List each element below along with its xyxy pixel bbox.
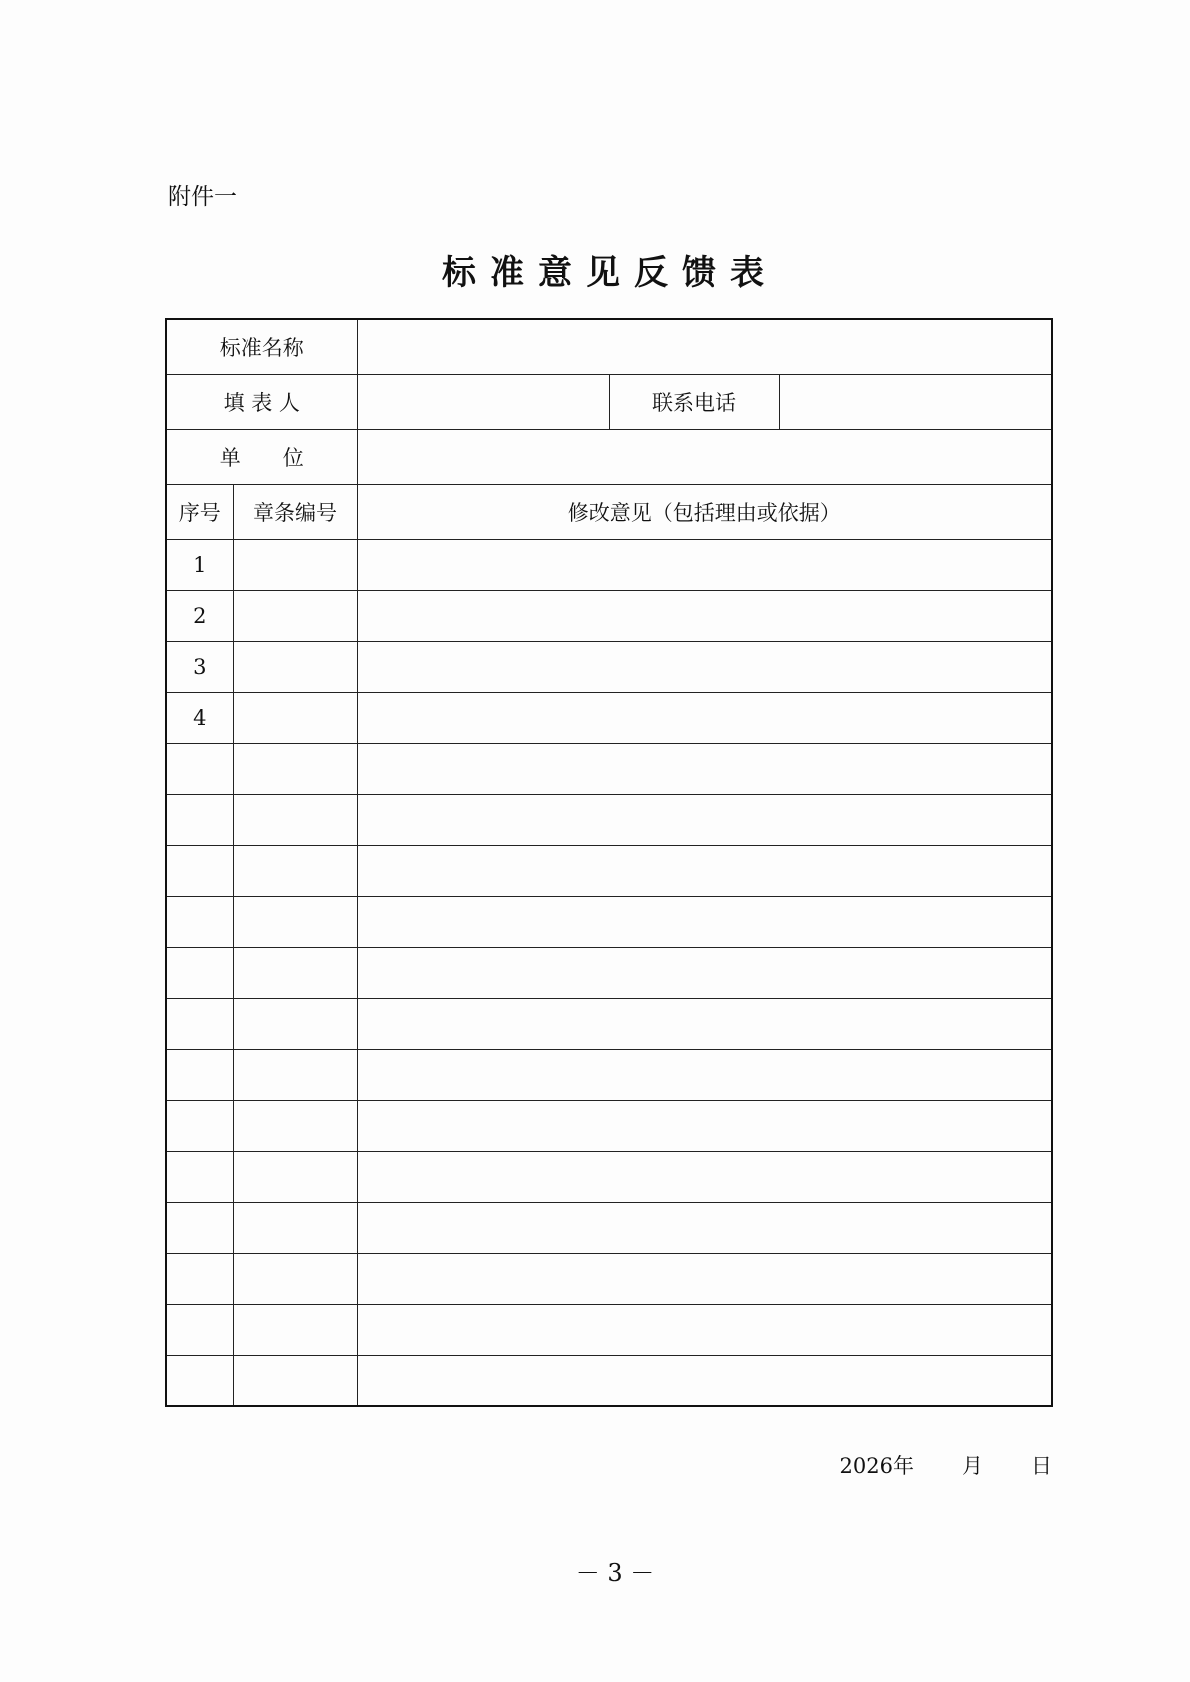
- row-number: [166, 743, 233, 794]
- date-line: [840, 1450, 1052, 1480]
- column-header-no: 序号: [166, 484, 233, 539]
- row-number: [166, 1253, 233, 1304]
- filler-label: 填 表 人: [166, 374, 357, 429]
- clause-field[interactable]: [233, 845, 357, 896]
- clause-field[interactable]: [233, 1202, 357, 1253]
- clause-field[interactable]: [233, 539, 357, 590]
- table-row: [166, 896, 1052, 947]
- clause-field[interactable]: [233, 641, 357, 692]
- row-number: [166, 998, 233, 1049]
- form-title: 标准意见反馈表: [442, 253, 778, 293]
- row-number: 3: [166, 641, 233, 692]
- clause-field[interactable]: [233, 1151, 357, 1202]
- table-row: [166, 1151, 1052, 1202]
- clause-field[interactable]: [233, 1355, 357, 1406]
- table-row: [166, 794, 1052, 845]
- date-month: 月: [962, 1454, 983, 1478]
- feedback-form-table: [165, 318, 1053, 1407]
- phone-label: 联系电话: [609, 374, 779, 429]
- opinion-field[interactable]: [357, 1202, 1052, 1253]
- row-number: [166, 947, 233, 998]
- standard-name-row: [166, 319, 1052, 374]
- clause-field[interactable]: [233, 1304, 357, 1355]
- opinion-field[interactable]: [357, 998, 1052, 1049]
- opinion-field[interactable]: [357, 896, 1052, 947]
- opinion-field[interactable]: [357, 743, 1052, 794]
- column-header-clause: 章条编号: [233, 484, 357, 539]
- column-header-opinion: 修改意见（包括理由或依据）: [357, 484, 1052, 539]
- opinion-field[interactable]: [357, 692, 1052, 743]
- page-number: － 3 －: [575, 1559, 655, 1587]
- date-day: 日: [1031, 1454, 1052, 1478]
- column-header-row: [166, 484, 1052, 539]
- row-number: [166, 1100, 233, 1151]
- row-number: [166, 896, 233, 947]
- row-number: [166, 794, 233, 845]
- clause-field[interactable]: [233, 1253, 357, 1304]
- filler-field[interactable]: [357, 374, 609, 429]
- clause-field[interactable]: [233, 1100, 357, 1151]
- opinion-field[interactable]: [357, 1253, 1052, 1304]
- table-row: [166, 743, 1052, 794]
- row-number: [166, 1355, 233, 1406]
- table-row: [166, 590, 1052, 641]
- opinion-field[interactable]: [357, 794, 1052, 845]
- opinion-field[interactable]: [357, 1304, 1052, 1355]
- clause-field[interactable]: [233, 1049, 357, 1100]
- table-row: [166, 539, 1052, 590]
- opinion-field[interactable]: [357, 1355, 1052, 1406]
- opinion-field[interactable]: [357, 590, 1052, 641]
- opinion-field[interactable]: [357, 539, 1052, 590]
- table-row: [166, 692, 1052, 743]
- clause-field[interactable]: [233, 743, 357, 794]
- row-number: [166, 1049, 233, 1100]
- table-row: [166, 1253, 1052, 1304]
- row-number: 2: [166, 590, 233, 641]
- table-row: [166, 1304, 1052, 1355]
- attachment-label: 附件一: [168, 184, 237, 210]
- opinion-field[interactable]: [357, 1151, 1052, 1202]
- table-row: [166, 845, 1052, 896]
- table-row: [166, 947, 1052, 998]
- clause-field[interactable]: [233, 590, 357, 641]
- row-number: [166, 845, 233, 896]
- opinion-field[interactable]: [357, 641, 1052, 692]
- phone-field[interactable]: [779, 374, 1052, 429]
- row-number: [166, 1151, 233, 1202]
- unit-label: 单 位: [166, 429, 357, 484]
- unit-row: [166, 429, 1052, 484]
- clause-field[interactable]: [233, 794, 357, 845]
- opinion-field[interactable]: [357, 1100, 1052, 1151]
- table-row: [166, 998, 1052, 1049]
- table-row: [166, 1202, 1052, 1253]
- clause-field[interactable]: [233, 998, 357, 1049]
- date-year: 2026年: [839, 1454, 914, 1478]
- opinion-field[interactable]: [357, 1049, 1052, 1100]
- table-row: [166, 1100, 1052, 1151]
- table-row: [166, 641, 1052, 692]
- row-number: 4: [166, 692, 233, 743]
- standard-name-field[interactable]: [357, 319, 1052, 374]
- opinion-field[interactable]: [357, 947, 1052, 998]
- row-number: [166, 1202, 233, 1253]
- clause-field[interactable]: [233, 947, 357, 998]
- standard-name-label: 标准名称: [166, 319, 357, 374]
- table-row: [166, 1049, 1052, 1100]
- row-number: 1: [166, 539, 233, 590]
- filler-row: [166, 374, 1052, 429]
- unit-field[interactable]: [357, 429, 1052, 484]
- opinion-field[interactable]: [357, 845, 1052, 896]
- clause-field[interactable]: [233, 692, 357, 743]
- row-number: [166, 1304, 233, 1355]
- table-row: [166, 1355, 1052, 1406]
- clause-field[interactable]: [233, 896, 357, 947]
